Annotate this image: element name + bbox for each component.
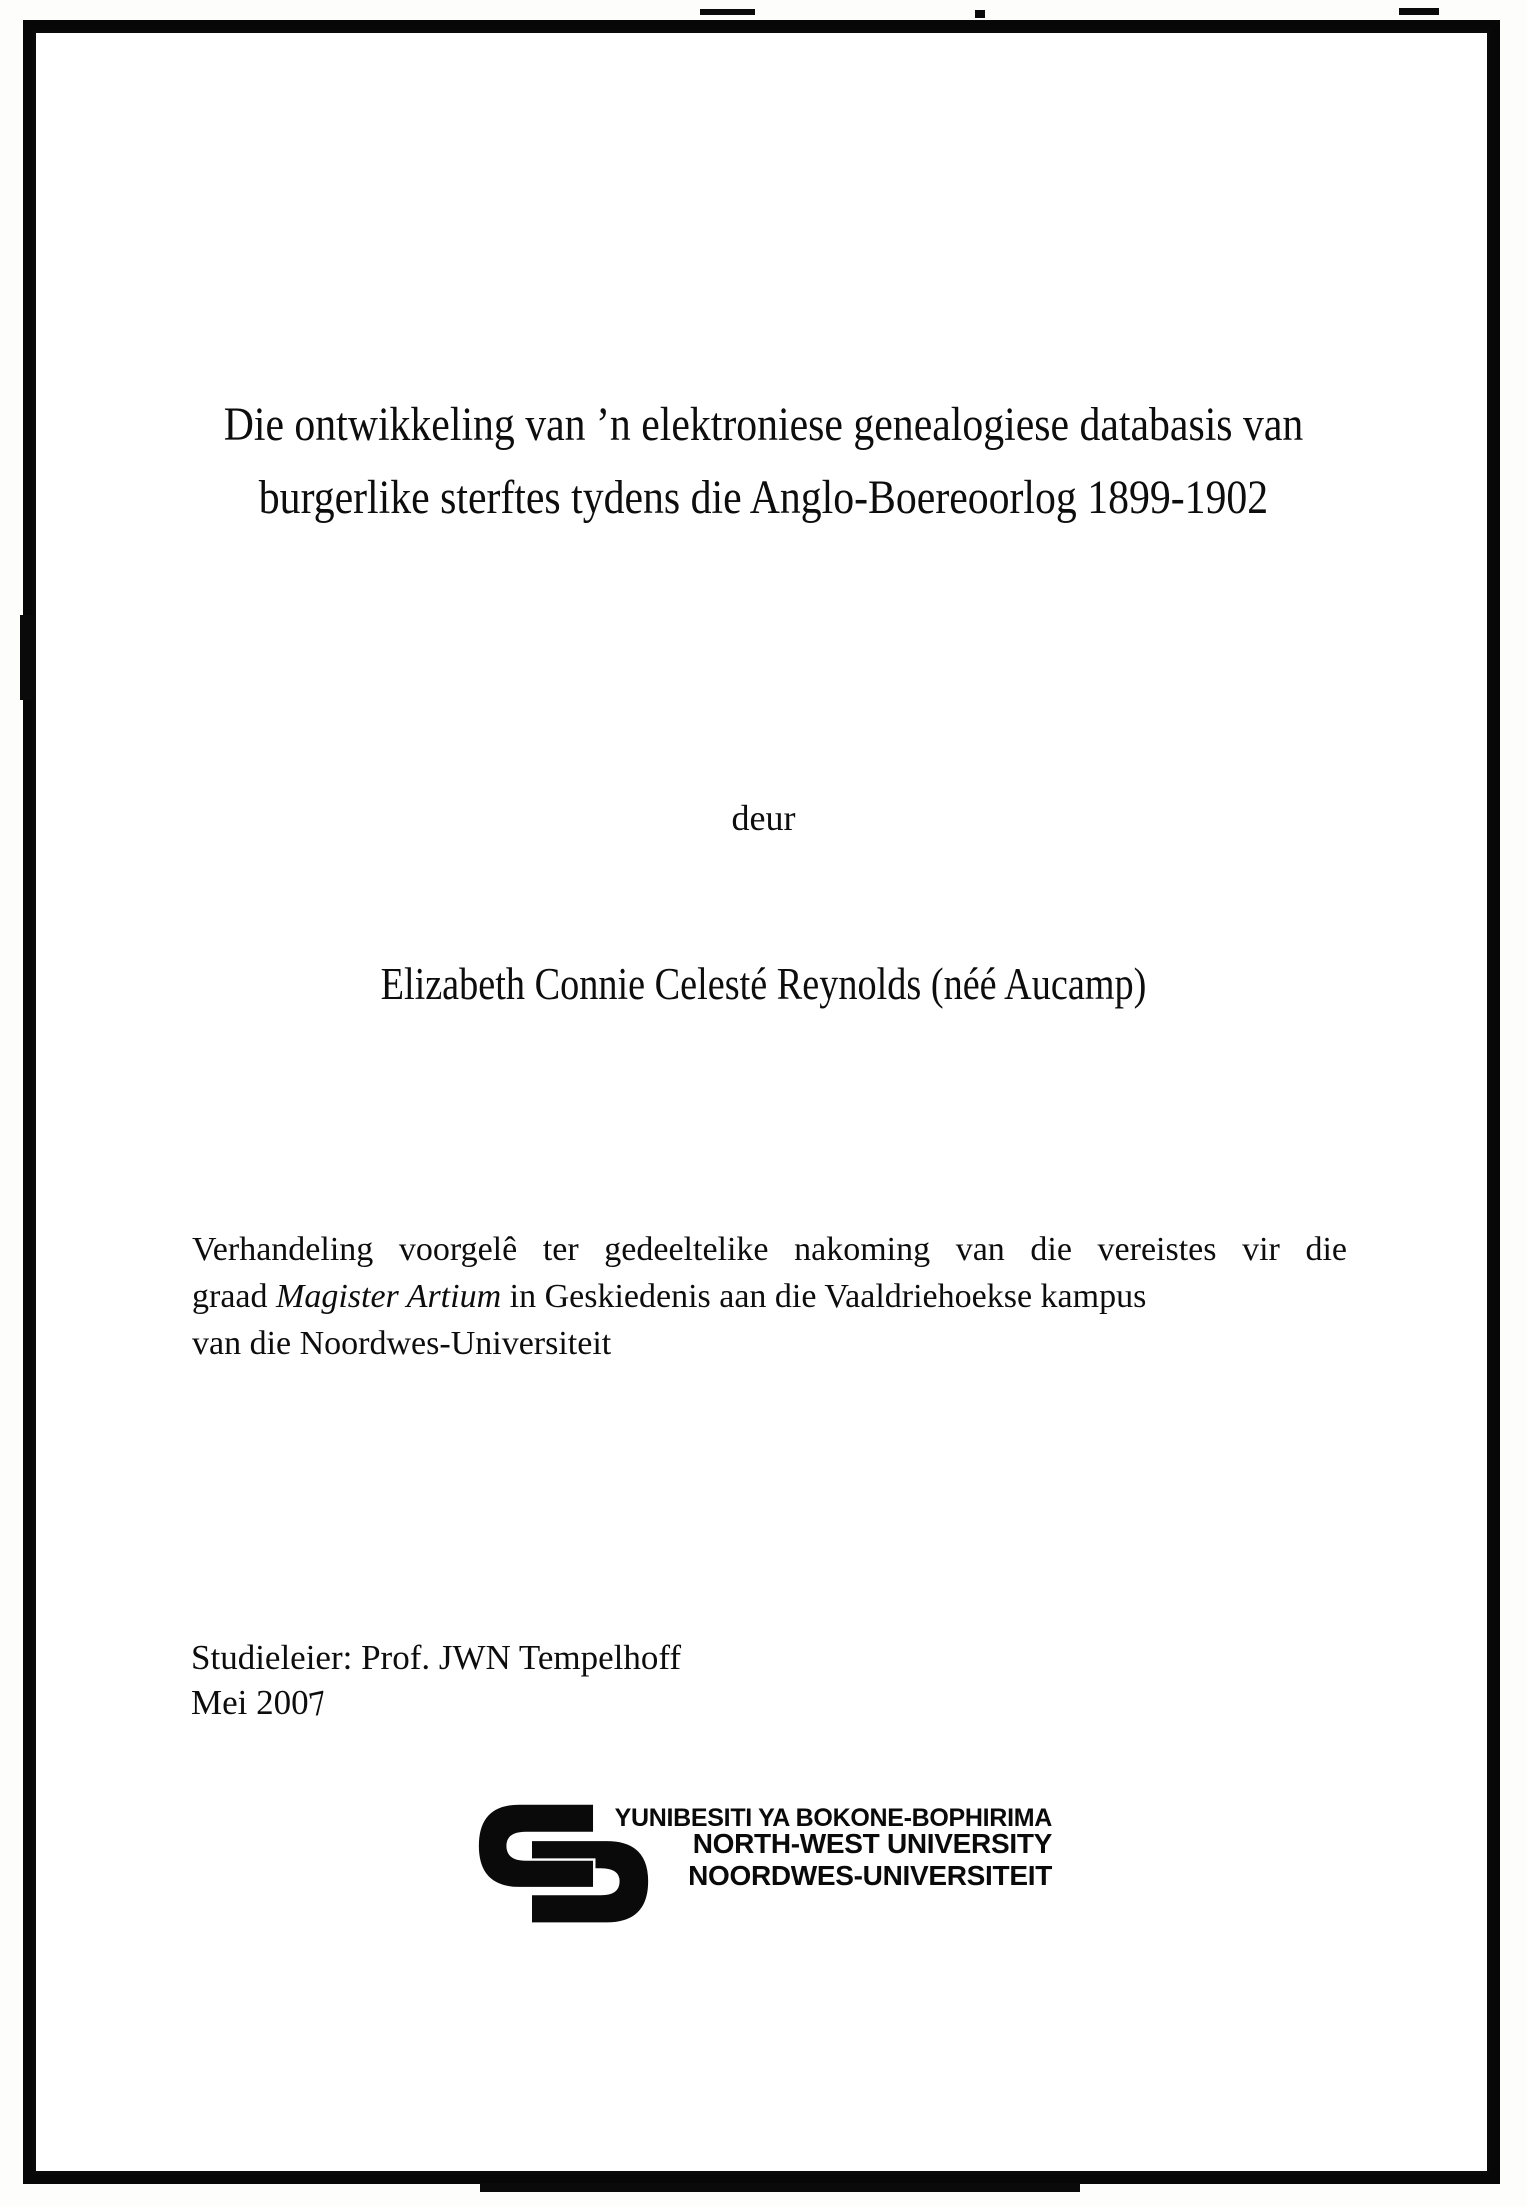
scan-noise-speck	[480, 2183, 1080, 2192]
degree-statement-line-2-pre: graad	[192, 1278, 277, 1315]
nwu-logo-text-line-1: YUNIBESITI YA BOKONE-BOPHIRIMA	[614, 1804, 1052, 1832]
thesis-title-line-1: Die ontwikkeling van ’n elektroniese genealogiese databasis van	[223, 398, 1304, 451]
date-line	[191, 1680, 681, 1725]
date-last-digit: 7	[304, 1682, 331, 1725]
scan-noise-speck	[20, 615, 36, 700]
author-name: Elizabeth Connie Celesté Reynolds (néé Aucamp)	[380, 959, 1147, 1009]
degree-statement-line-2-post: in Geskiedenis aan die Vaaldriehoekse kampus	[501, 1278, 1147, 1315]
degree-name-italic: Magister Artium	[276, 1278, 502, 1315]
scan-noise-speck	[700, 9, 755, 15]
degree-statement-line-1: Verhandeling voorgelê ter gedeeltelike nakoming van die vereistes vir die	[192, 1231, 1347, 1268]
byline: deur	[731, 798, 796, 838]
thesis-title-line-2: burgerlike sterftes tydens die Anglo-Boereoorlog 1899-1902	[258, 471, 1269, 524]
scan-noise-speck	[1399, 8, 1439, 15]
nwu-logo-text-line-3: NOORDWES-UNIVERSITEIT	[688, 1860, 1052, 1891]
supervisor-line: Studieleier: Prof. JWN Tempelhoff	[191, 1638, 682, 1677]
nwu-logo-text-line-2: NORTH-WEST UNIVERSITY	[692, 1828, 1052, 1859]
degree-statement	[192, 1226, 1347, 1367]
degree-statement-line-3: van die Noordwes-Universiteit	[192, 1325, 612, 1362]
scan-noise-speck	[975, 10, 985, 18]
thesis-title	[134, 388, 1393, 534]
supervisor-and-date	[191, 1635, 681, 1725]
date-prefix: Mei 200	[191, 1683, 309, 1722]
degree-statement-line-2	[192, 1273, 1347, 1320]
